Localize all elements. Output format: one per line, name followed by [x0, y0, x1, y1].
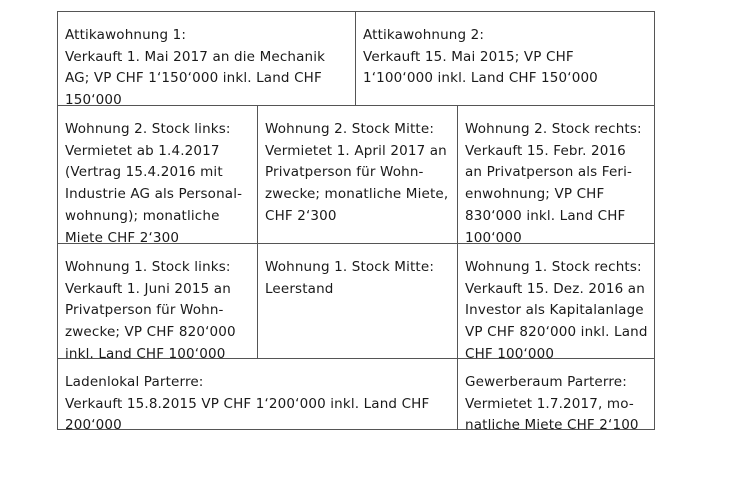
cell-wohnung-2-stock-rechts: Wohnung 2. Stock rechts: Verkauft 15. Febr. 2016 an Privatperson als Feri- enwohnung; VP CHF 830‘000 inkl. Land CHF 100‘000 — [465, 121, 642, 246]
cell-ladenlokal-parterre: Ladenlokal Parterre: Verkauft 15.8.2015 VP CHF 1‘200‘000 inkl. Land CHF 200‘000 — [65, 374, 430, 434]
cell-wohnung-1-stock-rechts: Wohnung 1. Stock rechts: Verkauft 15. Dez. 2016 an Investor als Kapitalanlage VP CHF 820‘000 inkl. Land CHF 100‘000 — [465, 259, 648, 362]
cell-attikawohnung-2: Attikawohnung 2: Verkauft 15. Mai 2015; VP CHF 1‘100‘000 inkl. Land CHF 150‘000 — [363, 27, 598, 87]
cell-wohnung-2-stock-mitte: Wohnung 2. Stock Mitte: Vermietet 1. April 2017 an Privatperson für Wohn- zwecke; monatliche Miete, CHF 2‘300 — [265, 121, 449, 224]
cell-gewerberaum-parterre: Gewerberaum Parterre: Vermietet 1.7.2017, mo- natliche Miete CHF 2‘100 — [465, 374, 639, 434]
cell-wohnung-1-stock-mitte: Wohnung 1. Stock Mitte: Leerstand — [265, 259, 435, 297]
property-table — [57, 11, 655, 434]
cell-attikawohnung-1: Attikawohnung 1: Verkauft 1. Mai 2017 an die Mechanik AG; VP CHF 1‘150‘000 inkl. Land CHF 150‘000 — [65, 27, 326, 109]
cell-wohnung-2-stock-links: Wohnung 2. Stock links: Vermietet ab 1.4.2017 (Vertrag 15.4.2016 mit Industrie AG als Personal- wohnung); monatliche Miete CHF 2‘300 — [65, 121, 243, 246]
cell-wohnung-1-stock-links: Wohnung 1. Stock links: Verkauft 1. Juni 2015 an Privatperson für Wohn- zwecke; VP CHF 820‘000 inkl. Land CHF 100‘000 — [65, 259, 236, 362]
